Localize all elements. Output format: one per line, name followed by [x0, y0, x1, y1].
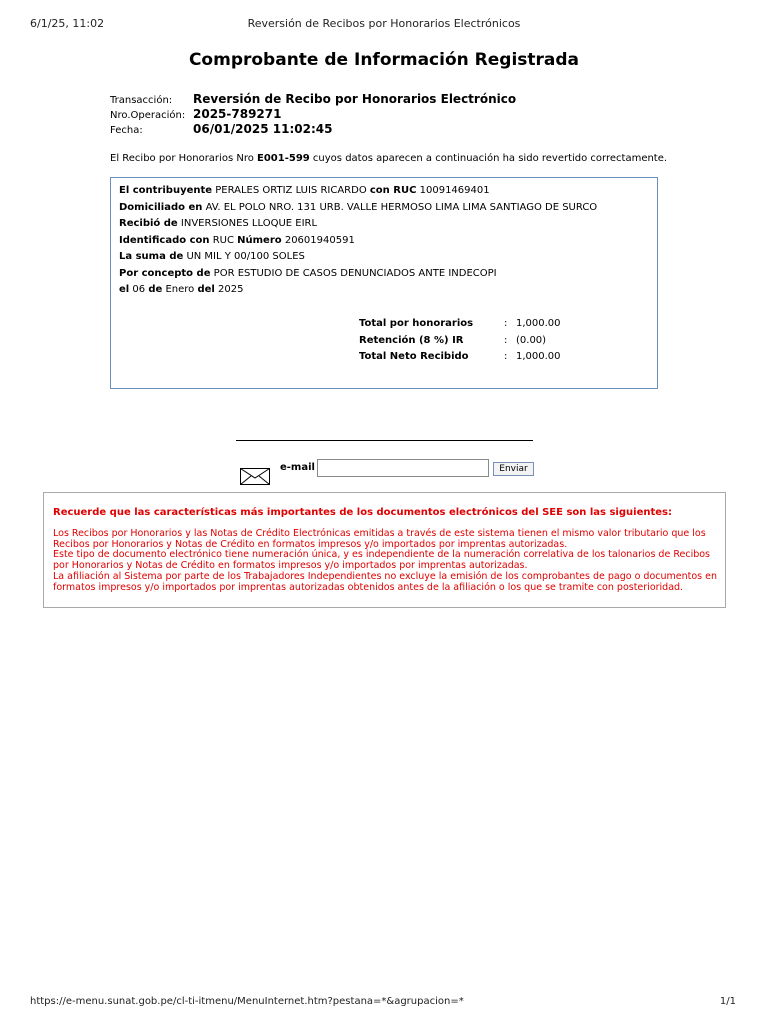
identificado-label: Identificado con [119, 234, 210, 246]
day-value: 06 [132, 284, 146, 295]
receipt-line-suma [119, 251, 305, 262]
total-row-retencion [359, 335, 561, 352]
operacion-value: 2025-789271 [193, 107, 282, 121]
neto-label: Total Neto Recibido [359, 351, 469, 362]
see-notice-box [43, 492, 726, 608]
send-button[interactable]: Enviar [493, 462, 534, 476]
del-label: del [197, 284, 215, 295]
intro-post: cuyos datos aparecen a continuación ha sido revertido correctamente. [309, 153, 668, 164]
domicilio-value: AV. EL POLO NRO. 131 URB. VALLE HERMOSO LIMA LIMA SANTIAGO DE SURCO [205, 201, 598, 213]
recibio-value: INVERSIONES LLOQUE EIRL [180, 218, 318, 229]
notice-paragraph: Este tipo de documento electrónico tiene numeración única, y es independiente de la numeración correlativa de los talonarios de Recibos por Honorarios y Notas de Crédito en formatos impresos y/o importados por imprentas autorizadas. [53, 549, 710, 572]
notice-body [53, 529, 721, 593]
meta-row-transaccion [110, 92, 516, 107]
concepto-label: Por concepto de [119, 267, 211, 279]
total-row-neto [359, 351, 561, 368]
retencion-colon: : [504, 334, 508, 346]
receipt-line-domicilio [119, 202, 597, 213]
receipt-box [110, 177, 658, 389]
receipt-line-date [119, 284, 244, 295]
print-datetime: 6/1/25, 11:02 [30, 17, 105, 30]
ruc-label: con RUC [369, 185, 417, 196]
ruc-value: 10091469401 [419, 185, 490, 196]
receipt-number: E001-599 [257, 153, 310, 164]
page-title: Comprobante de Información Registrada [188, 50, 580, 70]
meta-row-operacion [110, 107, 516, 122]
intro-pre: El Recibo por Honorarios Nro [110, 153, 258, 164]
receipt-line-concepto [119, 268, 497, 279]
meta-row-fecha [110, 122, 516, 137]
intro-text [110, 153, 667, 164]
notice-paragraph: La afiliación al Sistema por parte de los Trabajadores Independientes no excluye la emisión de los comprobantes de pago o documentos en formatos impresos y/o importados por imprentas autorizadas obtenidos antes de la afiliación o los que se tramite con posterioridad. [53, 570, 718, 593]
recibio-label: Recibió de [119, 218, 178, 229]
total-label: Total por honorarios [359, 318, 474, 329]
notice-paragraph: Los Recibos por Honorarios y las Notas de Crédito Electrónicas emitidas a través de este sistema tienen el mismo valor tributario que los Recibos por Honorarios y Notas de Crédito en formatos impresos y/o importados por imprentas autorizadas. [53, 528, 706, 550]
domicilio-label: Domiciliado en [119, 201, 203, 213]
total-colon: : [504, 318, 508, 329]
el-label: el [119, 284, 130, 295]
transaccion-label: Transacción: [110, 95, 173, 106]
concepto-value: POR ESTUDIO DE CASOS DENUNCIADOS ANTE INDECOPI [213, 267, 497, 279]
neto-value: 1,000.00 [516, 351, 561, 362]
receipt-line-recibio [119, 218, 317, 229]
contribuyente-label: El contribuyente [119, 185, 213, 196]
envelope-icon [240, 468, 270, 485]
fecha-value: 06/01/2025 11:02:45 [193, 122, 333, 136]
operacion-label: Nro.Operación: [110, 110, 186, 121]
receipt-line-identificado [119, 235, 355, 246]
doc-type: RUC [212, 234, 234, 246]
month-value: Enero [165, 284, 195, 295]
receipt-line-contribuyente [119, 185, 490, 196]
print-doc-title: Reversión de Recibos por Honorarios Electrónicos [247, 17, 521, 30]
numero-value: 20601940591 [284, 234, 355, 246]
total-value: 1,000.00 [516, 318, 561, 329]
print-url: https://e-menu.sunat.gob.pe/cl-ti-itmenu/MenuInternet.htm?pestana=*&agrupacion=* [30, 996, 464, 1007]
operation-meta [110, 92, 516, 137]
totals-table [359, 318, 561, 368]
fecha-label: Fecha: [110, 125, 143, 136]
suma-label: La suma de [119, 251, 184, 262]
transaccion-value: Reversión de Recibo por Honorarios Electrónico [193, 92, 517, 106]
notice-title: Recuerde que las características más importantes de los documentos electrónicos del SEE son las siguientes: [53, 507, 672, 518]
print-page-number: 1/1 [719, 996, 736, 1007]
separator-line [236, 440, 533, 441]
contribuyente-value: PERALES ORTIZ LUIS RICARDO [215, 185, 367, 196]
numero-label: Número [237, 234, 282, 246]
neto-colon: : [504, 351, 508, 362]
suma-value: UN MIL Y 00/100 SOLES [186, 251, 305, 262]
retencion-label: Retención (8 %) IR [359, 334, 464, 346]
email-input[interactable] [317, 459, 489, 477]
retencion-value: (0.00) [516, 334, 547, 346]
year-value: 2025 [218, 284, 244, 295]
total-row-honorarios [359, 318, 561, 335]
email-label: e-mail [280, 462, 315, 473]
de-label: de [148, 284, 163, 295]
